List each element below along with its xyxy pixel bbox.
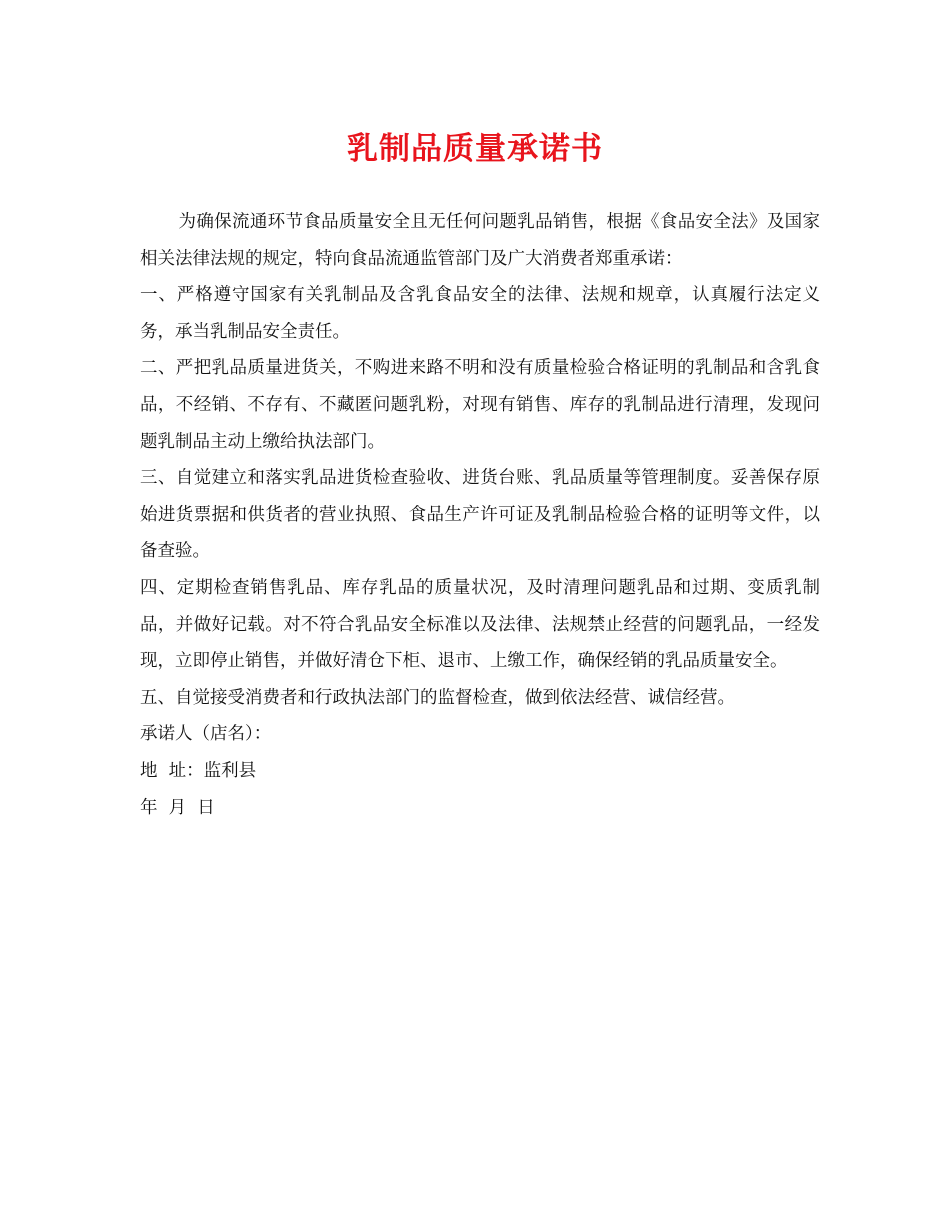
signature-address: 地 址：监利县 <box>140 760 257 781</box>
document-title: 乳制品质量承诺书 <box>347 131 603 167</box>
commitment-item-2: 二、严把乳品质量进货关，不购进来路不明和没有质量检验合格证明的乳制品和含乳食品，不经销、不存有、不藏匿问题乳粉，对现有销售、库存的乳制品进行清理，发现问题乳制品主动上缴给执法部门。 <box>140 358 820 452</box>
signature-promiser: 承诺人（店名）： <box>140 724 272 745</box>
signature-date: 年 月 日 <box>140 797 215 818</box>
commitment-item-5: 五、自觉接受消费者和行政执法部门的监督检查，做到依法经营、诚信经营。 <box>140 687 735 708</box>
commitment-item-4: 四、定期检查销售乳品、库存乳品的质量状况，及时清理问题乳品和过期、变质乳制品，并做好记载。对不符合乳品安全标准以及法律、法规禁止经营的问题乳品，一经发现，立即停止销售，并做好清仓下柜、退市、上缴工作，确保经销的乳品质量安全。 <box>140 577 820 672</box>
commitment-item-3: 三、自觉建立和落实乳品进货检查验收、进货台账、乳品质量等管理制度。妥善保存原始进货票据和供货者的营业执照、食品生产许可证及乳制品检验合格的证明等文件，以备查验。 <box>140 468 820 562</box>
document-body <box>140 204 820 826</box>
intro-paragraph: 为确保流通环节食品质量安全且无任何问题乳品销售，根据《食品安全法》及国家相关法律法规的规定，特向食品流通监管部门及广大消费者郑重承诺： <box>140 212 820 269</box>
commitment-item-1: 一、严格遵守国家有关乳制品及含乳食品安全的法律、法规和规章，认真履行法定义务，承当乳制品安全责任。 <box>140 285 820 342</box>
